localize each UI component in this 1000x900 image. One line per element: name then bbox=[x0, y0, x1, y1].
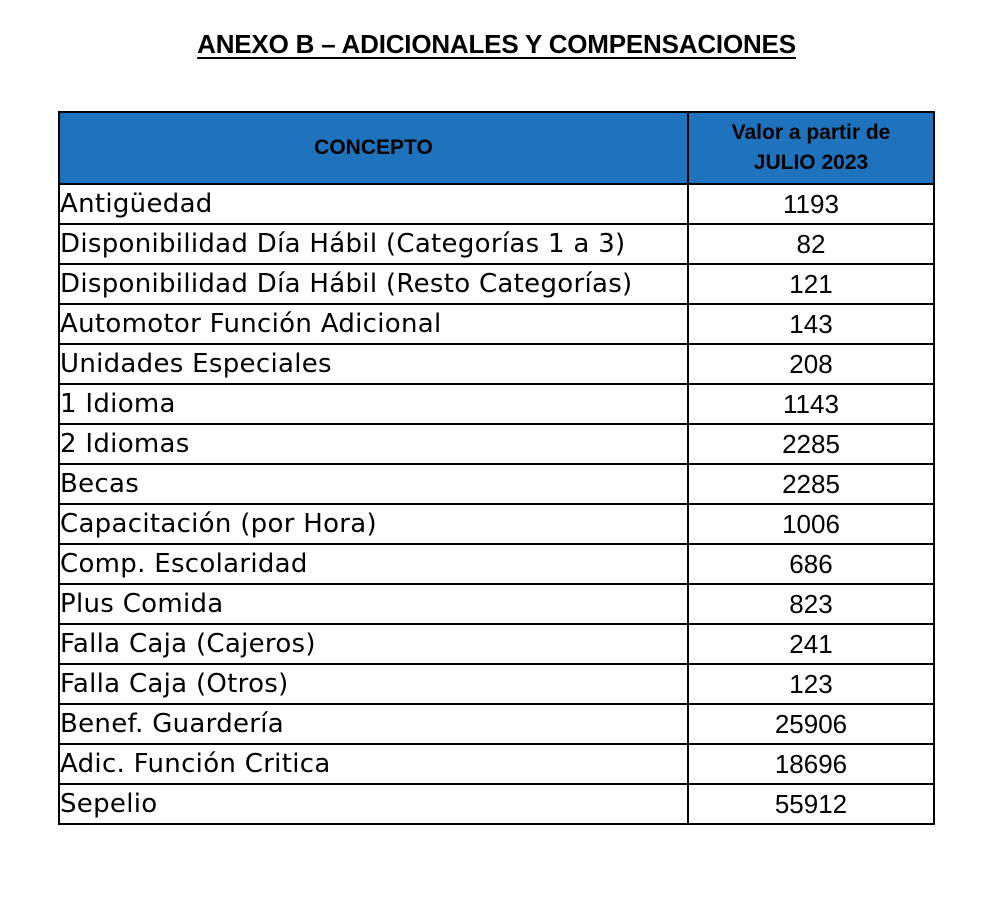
value-cell: 1143 bbox=[688, 384, 934, 424]
table-row bbox=[59, 544, 934, 584]
value-cell: 2285 bbox=[688, 464, 934, 504]
header-value bbox=[688, 112, 934, 184]
table-row bbox=[59, 264, 934, 304]
table-row bbox=[59, 504, 934, 544]
table-row bbox=[59, 184, 934, 224]
page-title-text: ANEXO B – ADICIONALES Y COMPENSACIONES bbox=[197, 29, 796, 59]
compensation-table bbox=[58, 111, 935, 825]
concept-cell: Comp. Escolaridad bbox=[59, 544, 688, 584]
concept-cell: Capacitación (por Hora) bbox=[59, 504, 688, 544]
concept-cell: Falla Caja (Cajeros) bbox=[59, 624, 688, 664]
table-row bbox=[59, 584, 934, 624]
table-row bbox=[59, 424, 934, 464]
concept-cell: Adic. Función Critica bbox=[59, 744, 688, 784]
value-cell: 686 bbox=[688, 544, 934, 584]
concept-cell: Plus Comida bbox=[59, 584, 688, 624]
value-cell: 25906 bbox=[688, 704, 934, 744]
concept-cell: 1 Idioma bbox=[59, 384, 688, 424]
value-cell: 1006 bbox=[688, 504, 934, 544]
header-value-line1: Valor a partir de bbox=[731, 121, 891, 144]
value-cell: 121 bbox=[688, 264, 934, 304]
table-header-row bbox=[59, 112, 934, 184]
table-row bbox=[59, 704, 934, 744]
table-row bbox=[59, 744, 934, 784]
value-cell: 55912 bbox=[688, 784, 934, 824]
header-value-line2: JULIO 2023 bbox=[753, 151, 869, 174]
concept-cell: Becas bbox=[59, 464, 688, 504]
table-row bbox=[59, 624, 934, 664]
concept-cell: Disponibilidad Día Hábil (Resto Categorías) bbox=[59, 264, 688, 304]
table-row bbox=[59, 304, 934, 344]
table-row bbox=[59, 784, 934, 824]
table-row bbox=[59, 384, 934, 424]
concept-cell: 2 Idiomas bbox=[59, 424, 688, 464]
value-cell: 208 bbox=[688, 344, 934, 384]
table-row bbox=[59, 664, 934, 704]
value-cell: 241 bbox=[688, 624, 934, 664]
concept-cell: Benef. Guardería bbox=[59, 704, 688, 744]
concept-cell: Falla Caja (Otros) bbox=[59, 664, 688, 704]
value-cell: 82 bbox=[688, 224, 934, 264]
concept-cell: Disponibilidad Día Hábil (Categorías 1 a 3) bbox=[59, 224, 688, 264]
value-cell: 18696 bbox=[688, 744, 934, 784]
value-cell: 123 bbox=[688, 664, 934, 704]
table-row bbox=[59, 344, 934, 384]
page-title bbox=[0, 27, 993, 61]
value-cell: 1193 bbox=[688, 184, 934, 224]
concept-cell: Automotor Función Adicional bbox=[59, 304, 688, 344]
header-concept: CONCEPTO bbox=[59, 112, 688, 184]
value-cell: 143 bbox=[688, 304, 934, 344]
table-row bbox=[59, 224, 934, 264]
value-cell: 823 bbox=[688, 584, 934, 624]
value-cell: 2285 bbox=[688, 424, 934, 464]
concept-cell: Antigüedad bbox=[59, 184, 688, 224]
concept-cell: Sepelio bbox=[59, 784, 688, 824]
table-row bbox=[59, 464, 934, 504]
concept-cell: Unidades Especiales bbox=[59, 344, 688, 384]
